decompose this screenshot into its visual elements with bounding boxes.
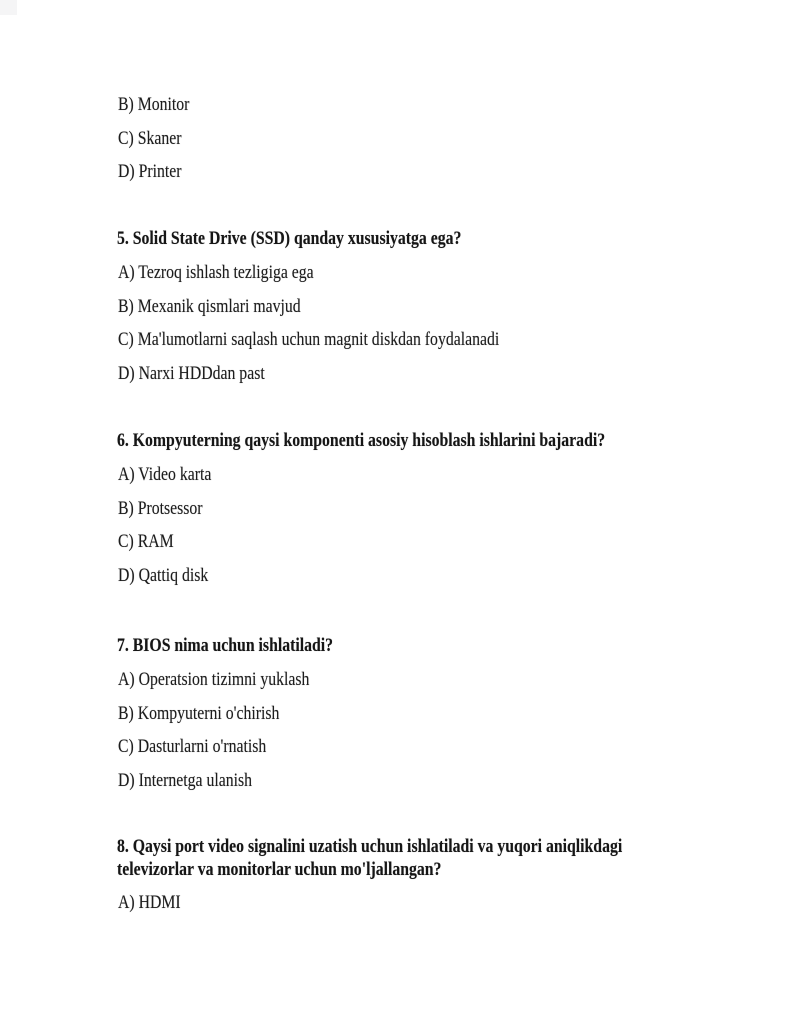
- question-7-option-c: C) Dasturlarni o'rnatish: [118, 736, 267, 757]
- question-5-option-d: D) Narxi HDDdan past: [118, 363, 265, 384]
- question-8-line-2: televizorlar va monitorlar uchun mo'ljallangan?: [117, 859, 442, 880]
- option-b-monitor: B) Monitor: [118, 94, 190, 115]
- question-5-option-c: C) Ma'lumotlarni saqlash uchun magnit diskdan foydalanadi: [118, 329, 500, 350]
- option-d-printer: D) Printer: [118, 161, 182, 182]
- question-8-option-a: A) HDMI: [118, 892, 181, 913]
- question-5-option-b: B) Mexanik qismlari mavjud: [118, 296, 301, 317]
- question-7-option-a: A) Operatsion tizimni yuklash: [118, 669, 310, 690]
- question-6-option-b: B) Protsessor: [118, 498, 203, 519]
- question-6: 6. Kompyuterning qaysi komponenti asosiy hisoblash ishlarini bajaradi?: [117, 430, 606, 451]
- question-7: 7. BIOS nima uchun ishlatiladi?: [117, 635, 334, 656]
- question-5: 5. Solid State Drive (SSD) qanday xususiyatga ega?: [117, 228, 462, 249]
- question-7-option-b: B) Kompyuterni o'chirish: [118, 703, 280, 724]
- option-c-skaner: C) Skaner: [118, 128, 182, 149]
- corner-artifact: [0, 0, 17, 15]
- question-7-option-d: D) Internetga ulanish: [118, 770, 253, 791]
- question-6-option-a: A) Video karta: [118, 464, 212, 485]
- question-8-line-1: 8. Qaysi port video signalini uzatish uchun ishlatiladi va yuqori aniqlikdagi: [117, 836, 623, 857]
- question-6-option-c: C) RAM: [118, 531, 174, 552]
- question-5-option-a: A) Tezroq ishlash tezligiga ega: [118, 262, 314, 283]
- question-6-option-d: D) Qattiq disk: [118, 565, 209, 586]
